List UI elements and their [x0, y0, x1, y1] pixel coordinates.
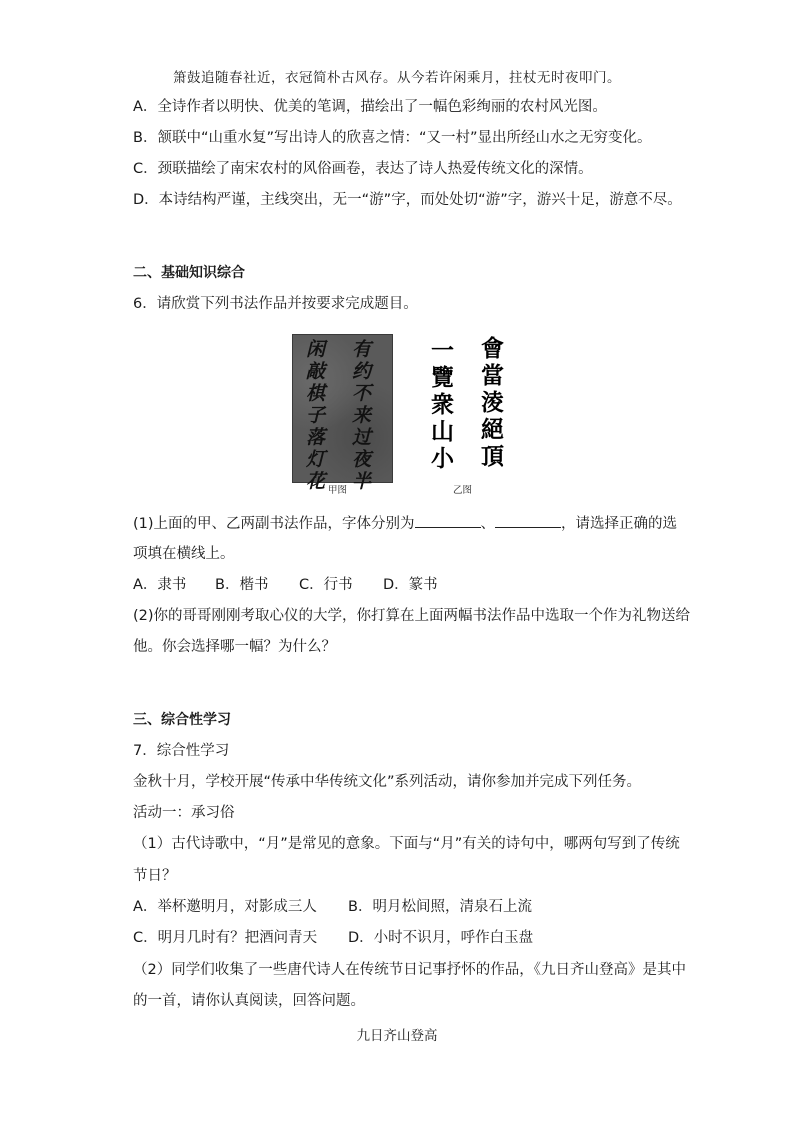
q7-option-d: D．小时不识月，呼作白玉盘 [348, 930, 534, 946]
q6-2-line2: 他。你会选择哪一幅？为什么？ [133, 639, 336, 655]
q7-sub2-line1: （2）同学们收集了一些唐代诗人在传统节日记事抒怀的作品，《九日齐山登高》是其中 [133, 962, 686, 978]
q7-sub1-line2: 节日？ [133, 868, 177, 884]
q6-1-options [133, 575, 438, 595]
q7-option-c: C．明月几时有？把酒问青天 [133, 930, 318, 946]
q6-option-d: D．篆书 [383, 577, 438, 593]
yi-column-left [420, 338, 454, 473]
q5-option-b: B．颔联中“山重水复”写出诗人的欣喜之情：“又一村”显出所经山水之无穷变化。 [133, 130, 652, 146]
answer-blank-1[interactable] [415, 513, 481, 528]
q6-1-text-a: (1)上面的甲、乙两副书法作品，字体分别为 [133, 516, 415, 532]
poem-title: 九日齐山登高 [356, 1028, 438, 1044]
section-3-heading: 三、综合性学习 [133, 712, 231, 728]
q6-option-c: C．行书 [299, 577, 353, 593]
jia-column-right [351, 339, 373, 493]
yi-caption: 乙图 [453, 485, 473, 496]
q7-title: 7．综合性学习 [133, 743, 230, 759]
activity-1: 活动一：承习俗 [133, 805, 235, 821]
q7-option-b: B．明月松间照，清泉石上流 [348, 899, 532, 915]
q7-intro: 金秋十月，学校开展“传承中华传统文化”系列活动，请你参加并完成下列任务。 [133, 774, 642, 790]
yi-col1-text: 會當淩絕頂 [477, 336, 504, 471]
q7-sub2-line2: 的一首，请你认真阅读，回答问题。 [133, 993, 365, 1009]
q6-1-line1 [133, 513, 677, 534]
q7-sub1-line1: （1）古代诗歌中，“月”是常见的意象。下面与“月”有关的诗句中，哪两句写到了传统 [133, 836, 680, 852]
q5-option-d: D．本诗结构严谨，主线突出，无一“游”字，而处处切“游”字，游兴十足，游意不尽。 [133, 192, 682, 208]
jia-col2-text: 闲敲棋子落灯花 [303, 339, 325, 493]
q6-2-line1: (2)你的哥哥刚刚考取心仪的大学，你打算在上面两幅书法作品中选取一个作为礼物送给 [133, 608, 691, 624]
q6-1-sep: 、 [480, 516, 496, 532]
q7-sub1-options-row2 [133, 928, 533, 948]
calligraphy-figure-yi [408, 336, 512, 479]
q7-option-a: A．举杯邀明月，对影成三人 [133, 899, 317, 915]
jia-column-left [305, 339, 327, 493]
q5-option-a: A．全诗作者以明快、优美的笔调，描绘出了一幅色彩绚丽的农村风光图。 [133, 99, 607, 115]
q6-title: 6．请欣赏下列书法作品并按要求完成题目。 [133, 296, 418, 312]
q6-1-text-b: ，请选择正确的选 [561, 516, 678, 532]
jia-col1-text: 有约不来过夜半 [349, 339, 371, 493]
q6-option-b: B．楷书 [215, 577, 269, 593]
section-2-heading: 二、基础知识综合 [133, 265, 245, 281]
q7-sub1-options-row1 [133, 897, 532, 917]
jia-caption: 甲图 [328, 485, 348, 496]
poem-couplet: 箫鼓追随春社近，衣冠简朴古风存。从今若许闲乘月，拄杖无时夜叩门。 [173, 70, 621, 86]
q6-1-line2: 项填在横线上。 [133, 546, 235, 562]
answer-blank-2[interactable] [495, 513, 561, 528]
q5-option-c: C．颈联描绘了南宋农村的风俗画卷，表达了诗人热爱传统文化的深情。 [133, 161, 593, 177]
q6-option-a: A．隶书 [133, 577, 187, 593]
yi-col2-text: 一覽衆山小 [427, 338, 454, 473]
yi-column-right [470, 336, 504, 471]
